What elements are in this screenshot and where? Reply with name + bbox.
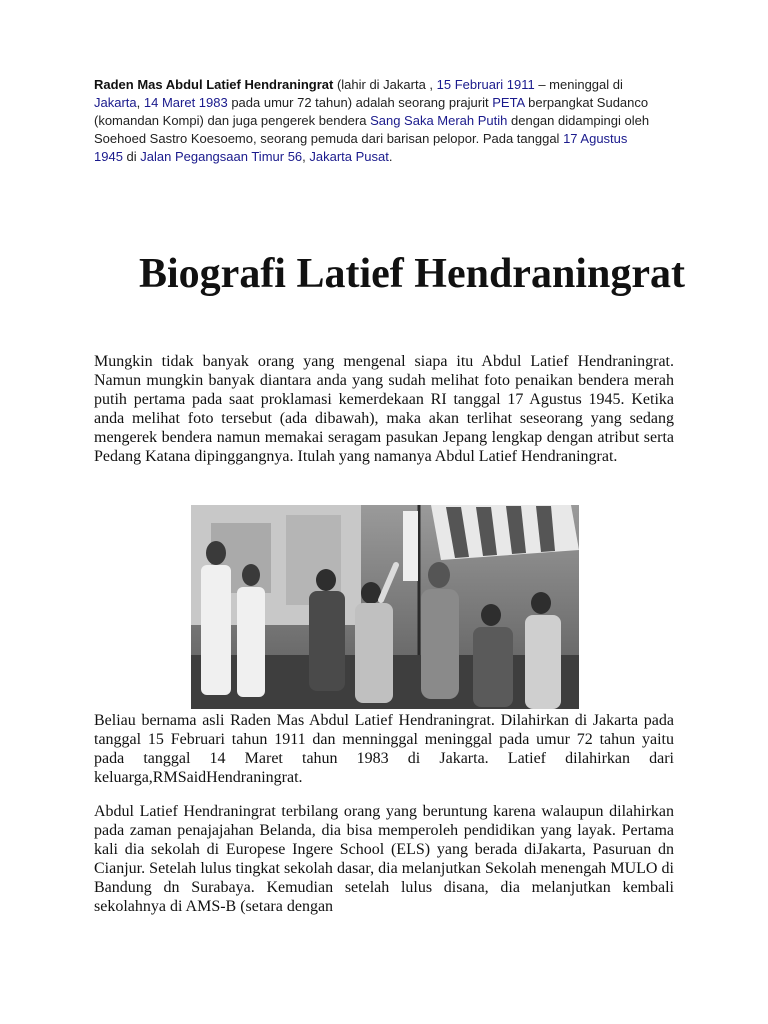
intro-text: berpangkat Sudanco (komandan Kompi) dan juga pengerek bendera (94, 95, 649, 128)
jakarta-link[interactable]: Jakarta (94, 95, 137, 110)
intro-text: – meninggal di (534, 77, 623, 92)
flag (403, 511, 418, 581)
heading-text: Biografi Latief Hendraningrat (139, 251, 685, 297)
intro-text: pada umur 72 tahun) adalah seorang prajurit (227, 95, 493, 110)
body-paragraph-3: Abdul Latief Hendraningrat terbilang orang yang beruntung karena walaupun dilahirkan pada zaman penajajahan Belanda, dia bisa memperoleh pendidikan yang layak. Pertama kali dia sekolah di Europese Ingere School (ELS) yang berada diJakarta, Pasuruan dn Cianjur. Setelah lulus tingkat sekolah dasar, dia melanjutkan Sekolah menengah MULO di Bandung dn Surabaya. Kemudian setelah lulus disana, dia melanjutkan kembali sekolahnya di AMS-B (setara dengan (94, 803, 674, 915)
street-link[interactable]: Jalan Pegangsaan Timur 56 (140, 149, 303, 164)
intro-text: dengan didampingi oleh Soehoed Sastro Koesoemo, seorang pemuda dari barisan pelopor. Pada tanggal (94, 113, 650, 146)
intro-text: . (388, 149, 393, 164)
birth-date-link[interactable]: 15 Februari 1911 (436, 77, 535, 92)
proclamation-date-link[interactable]: 17 Agustus 1945 (94, 131, 628, 164)
body-paragraph-1: Mungkin tidak banyak orang yang mengenal siapa itu Abdul Latief Hendraningrat. Namun mungkin banyak diantara anda yang sudah melihat foto penaikan bendera merah putih pertama pada saat proklamasi kemerdekaan RI tanggal 17 Agustus 1945. Ketika anda melihat foto tersebut (ada dibawah), maka akan terlihat seseorang yang sedang mengerek bendera namun memakai seragam pasukan Jepang lengkap dengan atribut serta Pedang Katana dipinggangnya. Itulah yang namanya Abdul Latief Hendraningrat. (94, 353, 674, 465)
central-jakarta-link[interactable]: Jakarta Pusat (309, 149, 389, 164)
subject-name: Raden Mas Abdul Latief Hendraningrat (94, 77, 334, 92)
intro-text: (lahir di Jakarta , (333, 77, 437, 92)
intro-text: , (302, 149, 310, 164)
photo-illustration (191, 505, 579, 709)
body-paragraph-2: Beliau bernama asli Raden Mas Abdul Latief Hendraningrat. Dilahirkan di Jakarta pada tanggal 15 Februari tahun 1911 dan menninggal meninggal pada umur 72 tahun yaitu pada tanggal 14 Maret tahun 1983 di Jakarta. Latief dilahirkan dari keluarga,RMSaidHendraningrat. (94, 712, 674, 786)
peta-link[interactable]: PETA (492, 95, 525, 110)
intro-paragraph (94, 76, 654, 166)
intro-text: di (122, 149, 141, 164)
flag-link[interactable]: Sang Saka Merah Putih (370, 113, 508, 128)
flag-raising-photo (191, 505, 579, 709)
intro-text: , (136, 95, 144, 110)
death-date-link[interactable]: 14 Maret 1983 (143, 95, 228, 110)
article-heading (94, 246, 694, 302)
